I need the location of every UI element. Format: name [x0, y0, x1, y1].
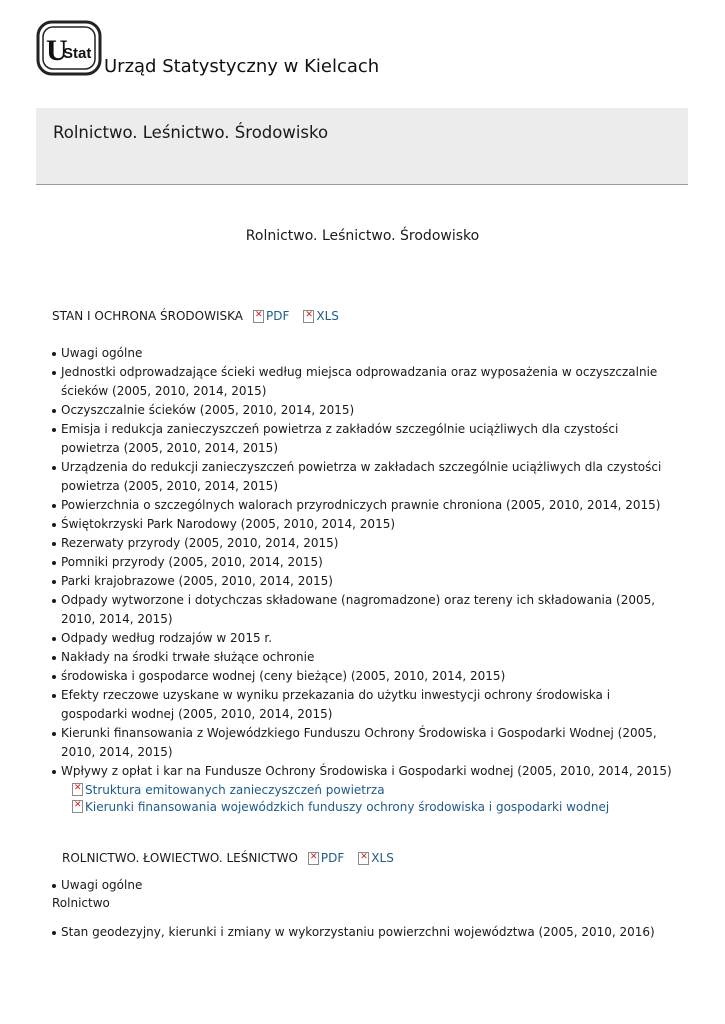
- agriculture-notes-list: [52, 876, 672, 895]
- list-item[interactable]: Emisja i redukcja zanieczyszczeń powietrza z zakładów szczególnie uciążliwych dla czystości powietrza (2005, 2010, 2014, 2015): [52, 420, 672, 458]
- list-item[interactable]: Oczyszczalnie ścieków (2005, 2010, 2014, 2015): [52, 401, 672, 420]
- list-item[interactable]: Pomniki przyrody (2005, 2010, 2014, 2015): [52, 553, 672, 572]
- pdf-link-label: PDF: [320, 851, 345, 865]
- list-item[interactable]: Stan geodezyjny, kierunki i zmiany w wykorzystaniu powierzchni województwa (2005, 2010, 2016): [52, 923, 672, 942]
- section-heading-label: ROLNICTWO. ŁOWIECTWO. LEŚNICTWO: [62, 851, 298, 865]
- broken-image-icon: [303, 310, 314, 323]
- xls-link-label: XLS: [371, 851, 394, 865]
- list-item[interactable]: Świętokrzyski Park Narodowy (2005, 2010, 2014, 2015): [52, 515, 672, 534]
- svg-text:U: U: [46, 34, 68, 67]
- list-item[interactable]: Odpady według rodzajów w 2015 r.: [52, 629, 672, 648]
- list-item[interactable]: Parki krajobrazowe (2005, 2010, 2014, 2015): [52, 572, 672, 591]
- broken-image-icon: [72, 800, 83, 813]
- pdf-download-link[interactable]: [308, 851, 344, 865]
- broken-image-icon: [358, 852, 369, 865]
- site-title[interactable]: Urząd Statystyczny w Kielcach: [104, 56, 380, 77]
- section-heading-environment: [52, 309, 353, 323]
- chart-link-air-pollution[interactable]: ✕Struktura emitowanych zanieczyszczeń powietrza: [72, 782, 609, 799]
- xls-download-link[interactable]: [358, 851, 394, 865]
- section-heading-agriculture: [62, 851, 408, 865]
- subsection-heading-agriculture: Rolnictwo: [52, 896, 110, 910]
- list-item[interactable]: Efekty rzeczowe uzyskane w wyniku przekazania do użytku inwestycji ochrony środowiska i gospodarki wodnej (2005, 2010, 2014, 2015): [52, 686, 672, 724]
- environment-table-list: [52, 344, 672, 781]
- list-item[interactable]: środowiska i gospodarce wodnej (ceny bieżące) (2005, 2010, 2014, 2015): [52, 667, 672, 686]
- pdf-link-label: PDF: [265, 309, 290, 323]
- list-item[interactable]: Rezerwaty przyrody (2005, 2010, 2014, 2015): [52, 534, 672, 553]
- xls-download-link[interactable]: [303, 309, 339, 323]
- list-item[interactable]: Uwagi ogólne: [52, 876, 672, 895]
- list-item[interactable]: Jednostki odprowadzające ścieki według miejsca odprowadzania oraz wyposażenia w oczyszczalnie ścieków (2005, 2010, 2014, 2015): [52, 363, 672, 401]
- list-item[interactable]: Odpady wytworzone i dotychczas składowane (nagromadzone) oraz tereny ich składowania (2005, 2010, 2014, 2015): [52, 591, 672, 629]
- broken-image-icon: [308, 852, 319, 865]
- page-title: Rolnictwo. Leśnictwo. Środowisko: [245, 228, 480, 244]
- list-item[interactable]: Powierzchnia o szczególnych walorach przyrodniczych prawnie chroniona (2005, 2010, 2014, 2015): [52, 496, 672, 515]
- list-item[interactable]: Uwagi ogólne: [52, 344, 672, 363]
- page-banner: [36, 108, 688, 185]
- broken-image-icon: [253, 310, 264, 323]
- list-item[interactable]: Nakłady na środki trwałe służące ochronie: [52, 648, 672, 667]
- banner-title: Rolnictwo. Leśnictwo. Środowisko: [53, 123, 329, 142]
- chart-link-fund-financing[interactable]: ✕Kierunki finansowania wojewódzkich funduszy ochrony środowiska i gospodarki wodnej: [72, 799, 609, 816]
- list-item[interactable]: Urządzenia do redukcji zanieczyszczeń powietrza w zakładach szczególnie uciążliwych dla czystości powietrza (2005, 2010, 2014, 2015): [52, 458, 672, 496]
- site-header: [36, 18, 696, 78]
- xls-link-label: XLS: [316, 309, 339, 323]
- svg-text:Stat: Stat: [63, 45, 92, 62]
- pdf-download-link[interactable]: [253, 309, 289, 323]
- agriculture-table-list: [52, 923, 672, 942]
- broken-image-icon: [72, 783, 83, 796]
- section-heading-label: STAN I OCHRONA ŚRODOWISKA: [52, 309, 243, 323]
- list-item[interactable]: Wpływy z opłat i kar na Fundusze Ochrony Środowiska i Gospodarki wodnej (2005, 2010, 2014, 2015): [52, 762, 672, 781]
- environment-chart-links: [72, 782, 609, 816]
- list-item[interactable]: Kierunki finansowania z Wojewódzkiego Funduszu Ochrony Środowiska i Gospodarki Wodnej (2005, 2010, 2014, 2015): [52, 724, 672, 762]
- ustat-logo[interactable]: [36, 20, 102, 76]
